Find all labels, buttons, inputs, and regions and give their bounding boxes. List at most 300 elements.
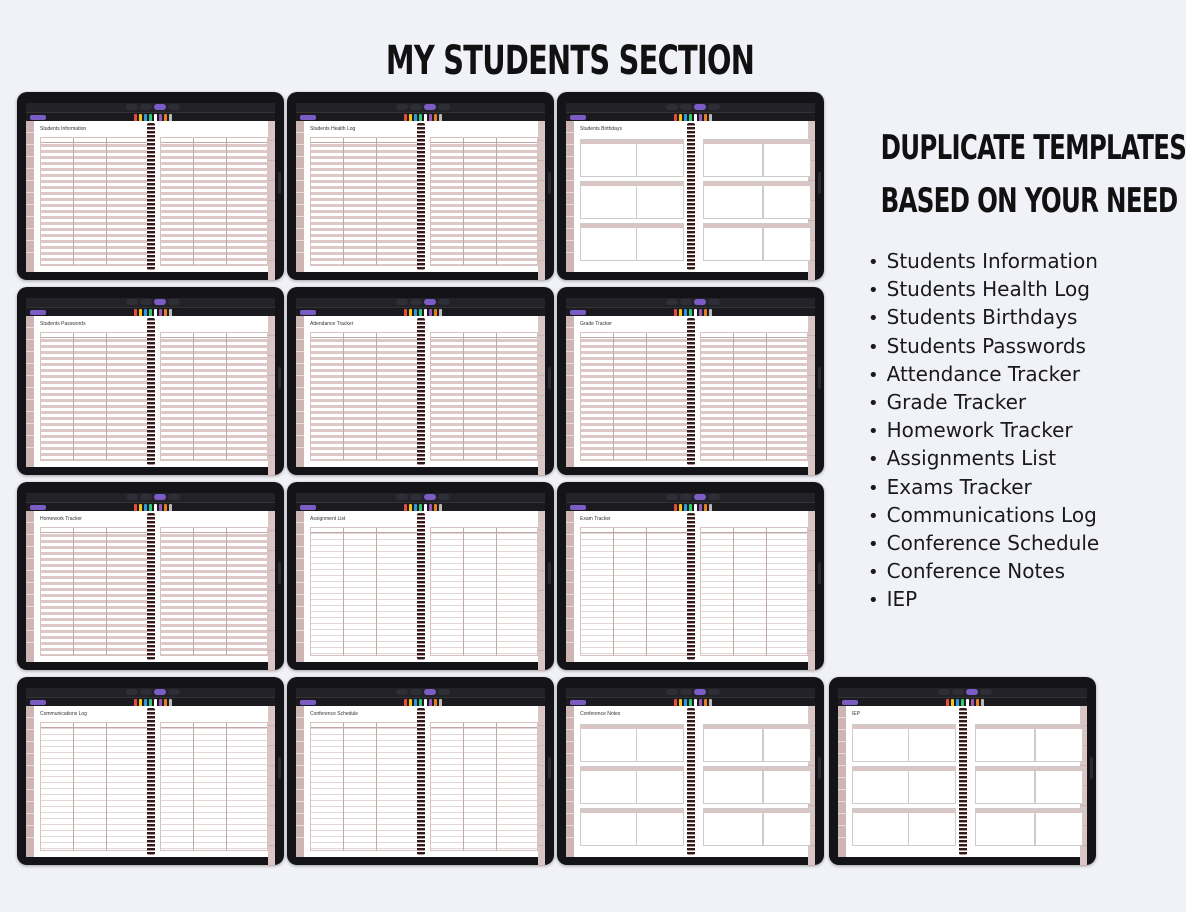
pen-icon <box>439 699 442 706</box>
table-grid <box>40 332 148 461</box>
column-divider <box>106 138 107 265</box>
table-header <box>311 138 417 143</box>
menu-tab <box>396 494 408 500</box>
feature-list <box>868 247 1099 613</box>
template-box <box>636 724 684 762</box>
pen-icon <box>704 114 707 121</box>
table-grid <box>700 527 808 656</box>
menu-tab <box>140 689 152 695</box>
spiral-binding <box>417 708 425 855</box>
month-tab <box>538 826 545 846</box>
pen-icon <box>981 699 984 706</box>
section-tab <box>296 181 304 193</box>
menu-tab <box>126 494 138 500</box>
pen-icon <box>429 699 432 706</box>
table-header <box>431 528 537 533</box>
section-tab <box>26 790 34 802</box>
section-strip <box>296 316 304 467</box>
month-tab <box>538 551 545 571</box>
month-tab <box>808 316 815 336</box>
column-divider <box>193 723 194 850</box>
month-tabs <box>808 316 815 467</box>
app-toolbar <box>26 298 275 307</box>
pen-icon <box>694 699 697 706</box>
section-tab <box>566 400 574 412</box>
table-header <box>581 333 687 338</box>
box-header <box>704 809 762 813</box>
month-tab <box>538 241 545 261</box>
section-tab <box>838 766 846 778</box>
menu-tab <box>154 494 166 500</box>
section-tab <box>296 364 304 376</box>
column-divider <box>343 138 344 265</box>
section-tab <box>296 169 304 181</box>
page-heading: Students Birthdays <box>580 126 622 132</box>
pen-icon <box>684 504 687 511</box>
feature-item: • IEP <box>868 585 1099 613</box>
box-header <box>637 182 683 186</box>
table-header <box>161 138 267 143</box>
month-tab <box>268 221 275 241</box>
pen-icon <box>144 114 147 121</box>
month-tab <box>268 726 275 746</box>
section-tab <box>566 802 574 814</box>
month-tabs <box>268 121 275 272</box>
feature-item: • Students Passwords <box>868 332 1099 360</box>
menu-tab <box>396 299 408 305</box>
month-tab <box>538 591 545 611</box>
menu-tab <box>410 104 422 110</box>
month-tab <box>538 141 545 161</box>
template-box <box>908 808 956 846</box>
spiral-binding <box>959 708 967 855</box>
pen-icon <box>169 699 172 706</box>
pen-icon <box>169 309 172 316</box>
month-tab <box>538 456 545 476</box>
pen-icon <box>689 504 692 511</box>
pen-icon <box>409 114 412 121</box>
app-toolbar <box>838 688 1087 697</box>
spiral-binding <box>687 708 695 855</box>
month-tab <box>268 846 275 866</box>
template-box <box>763 724 811 762</box>
app-toolbar <box>566 688 815 697</box>
pen-toolbar <box>26 112 275 121</box>
menu-tab <box>980 689 992 695</box>
pen-icon <box>169 504 172 511</box>
feature-item: • Conference Notes <box>868 557 1099 585</box>
pen-icon <box>966 699 969 706</box>
menu-tab <box>424 689 436 695</box>
section-tab <box>566 607 574 619</box>
box-header <box>853 809 911 813</box>
section-tab <box>26 352 34 364</box>
template-box <box>763 181 811 219</box>
section-tab <box>296 424 304 436</box>
pen-icon <box>434 309 437 316</box>
section-tab <box>296 340 304 352</box>
section-tab <box>26 778 34 790</box>
section-tab <box>296 328 304 340</box>
pen-icon <box>144 309 147 316</box>
pen-icon <box>679 309 682 316</box>
section-strip <box>566 706 574 857</box>
template-box <box>703 223 763 261</box>
selected-tool <box>300 505 316 510</box>
section-tab <box>296 571 304 583</box>
month-tabs <box>268 316 275 467</box>
table-header <box>431 333 537 338</box>
template-box <box>1035 766 1083 804</box>
pen-icon <box>709 699 712 706</box>
spiral-binding <box>417 318 425 465</box>
section-tab <box>26 607 34 619</box>
menu-tab <box>694 494 706 500</box>
menu-tab <box>694 689 706 695</box>
menu-tab <box>438 689 450 695</box>
selected-tool <box>30 505 46 510</box>
section-tab <box>26 121 34 133</box>
planner-page <box>566 706 815 857</box>
spiral-binding <box>147 708 155 855</box>
planner-page <box>296 706 545 857</box>
section-tab <box>26 559 34 571</box>
month-tab <box>268 766 275 786</box>
section-tab <box>566 559 574 571</box>
app-toolbar <box>26 688 275 697</box>
menu-tab <box>666 494 678 500</box>
section-tab <box>296 607 304 619</box>
table-header <box>701 333 807 338</box>
section-tab <box>566 826 574 838</box>
section-tab <box>838 754 846 766</box>
month-tab <box>268 591 275 611</box>
pen-toolbar <box>296 697 545 706</box>
month-tab <box>268 746 275 766</box>
pen-icon <box>414 504 417 511</box>
month-tabs <box>268 511 275 662</box>
pen-icon <box>956 699 959 706</box>
month-tab <box>268 826 275 846</box>
table-grid <box>40 722 148 851</box>
section-tab <box>26 316 34 328</box>
section-strip <box>566 511 574 662</box>
column-divider <box>193 138 194 265</box>
table-header <box>581 528 687 533</box>
table-grid <box>310 722 418 851</box>
pen-icon <box>159 114 162 121</box>
template-box <box>703 808 763 846</box>
pen-icon <box>429 504 432 511</box>
page-heading: Students Passwords <box>40 321 86 327</box>
pen-icon <box>689 699 692 706</box>
month-tab <box>538 766 545 786</box>
section-tab <box>296 742 304 754</box>
section-tab <box>26 145 34 157</box>
pen-icon <box>134 504 137 511</box>
table-header <box>161 723 267 728</box>
tablet-preview <box>17 92 284 280</box>
section-tab <box>566 718 574 730</box>
section-tab <box>296 400 304 412</box>
pen-icon <box>139 504 142 511</box>
column-divider <box>646 333 647 460</box>
page-heading: IEP <box>852 711 861 717</box>
table-header <box>311 723 417 728</box>
pen-icon <box>149 114 152 121</box>
pen-toolbar <box>296 502 545 511</box>
section-tab <box>26 340 34 352</box>
section-tab <box>296 718 304 730</box>
month-tab <box>808 531 815 551</box>
section-tab <box>296 619 304 631</box>
menu-tab <box>694 104 706 110</box>
planner-page <box>838 706 1087 857</box>
box-header <box>909 767 955 771</box>
pen-icon <box>139 309 142 316</box>
table-grid <box>40 137 148 266</box>
pen-icon <box>674 114 677 121</box>
section-tab <box>566 205 574 217</box>
app-toolbar <box>296 493 545 502</box>
planner-page <box>296 121 545 272</box>
section-tab <box>26 535 34 547</box>
section-tab <box>566 523 574 535</box>
menu-tab <box>680 689 692 695</box>
menu-tab <box>666 689 678 695</box>
month-tab <box>268 571 275 591</box>
section-tab <box>296 193 304 205</box>
section-tab <box>26 814 34 826</box>
month-tab <box>538 261 545 281</box>
section-strip <box>566 121 574 272</box>
section-tab <box>26 523 34 535</box>
table-header <box>41 528 147 533</box>
pen-icon <box>951 699 954 706</box>
planner-page <box>296 511 545 662</box>
box-header <box>764 224 810 228</box>
pen-toolbar <box>566 112 815 121</box>
selected-tool <box>300 310 316 315</box>
pen-icon <box>409 699 412 706</box>
template-box <box>580 724 640 762</box>
column-divider <box>463 723 464 850</box>
spiral-binding <box>147 513 155 660</box>
pen-icon <box>704 504 707 511</box>
planner-page <box>296 316 545 467</box>
section-tab <box>296 535 304 547</box>
pen-icon <box>694 504 697 511</box>
section-tab <box>566 583 574 595</box>
section-tab <box>296 121 304 133</box>
pen-icon <box>709 309 712 316</box>
planner-page <box>26 706 275 857</box>
month-tab <box>268 396 275 416</box>
menu-tab <box>168 104 180 110</box>
feature-item: • Exams Tracker <box>868 473 1099 501</box>
box-header <box>637 224 683 228</box>
column-divider <box>226 333 227 460</box>
section-tab <box>26 511 34 523</box>
template-box <box>703 766 763 804</box>
column-divider <box>226 138 227 265</box>
template-box <box>580 808 640 846</box>
box-header <box>853 767 911 771</box>
table-header <box>41 723 147 728</box>
section-strip <box>26 511 34 662</box>
pen-icon <box>971 699 974 706</box>
table-header <box>311 333 417 338</box>
pen-icon <box>434 114 437 121</box>
table-grid <box>580 527 688 656</box>
menu-tab <box>410 689 422 695</box>
box-header <box>976 809 1034 813</box>
template-box <box>763 766 811 804</box>
selected-tool <box>570 310 586 315</box>
month-tab <box>268 611 275 631</box>
pen-icon <box>144 504 147 511</box>
box-header <box>704 224 762 228</box>
menu-tab <box>126 104 138 110</box>
month-tab <box>268 436 275 456</box>
template-box <box>852 724 912 762</box>
section-tab <box>566 742 574 754</box>
section-tab <box>26 718 34 730</box>
template-box <box>636 766 684 804</box>
table-header <box>161 333 267 338</box>
column-divider <box>376 528 377 655</box>
section-strip <box>838 706 846 857</box>
month-tabs <box>538 706 545 857</box>
month-tab <box>538 161 545 181</box>
spiral-binding <box>687 513 695 660</box>
selected-tool <box>570 115 586 120</box>
template-box <box>580 766 640 804</box>
section-tab <box>566 181 574 193</box>
page-heading: Homework Tracker <box>40 516 82 522</box>
month-tab <box>268 706 275 726</box>
table-grid <box>310 137 418 266</box>
planner-page <box>26 316 275 467</box>
section-tab <box>566 814 574 826</box>
month-tab <box>808 571 815 591</box>
month-tab <box>268 651 275 671</box>
section-tab <box>26 595 34 607</box>
month-tab <box>808 436 815 456</box>
pen-icon <box>424 504 427 511</box>
section-tab <box>26 571 34 583</box>
section-tab <box>26 193 34 205</box>
pen-icon <box>699 309 702 316</box>
month-tab <box>808 376 815 396</box>
menu-tab <box>396 104 408 110</box>
page-heading: Students Health Log <box>310 126 356 132</box>
section-strip <box>566 316 574 467</box>
month-tab <box>538 726 545 746</box>
section-tab <box>26 766 34 778</box>
table-grid <box>700 332 808 461</box>
section-tab <box>296 523 304 535</box>
section-tab <box>26 157 34 169</box>
pen-icon <box>404 504 407 511</box>
pen-icon <box>684 309 687 316</box>
section-tab <box>296 133 304 145</box>
month-tab <box>538 336 545 356</box>
feature-item: • Homework Tracker <box>868 416 1099 444</box>
section-tab <box>566 376 574 388</box>
section-tab <box>296 157 304 169</box>
pen-icon <box>419 114 422 121</box>
menu-tab <box>168 299 180 305</box>
pen-icon <box>149 699 152 706</box>
box-header <box>704 182 762 186</box>
pen-icon <box>404 309 407 316</box>
section-tab <box>838 706 846 718</box>
planner-page <box>26 121 275 272</box>
planner-page <box>566 121 815 272</box>
pen-toolbar <box>26 307 275 316</box>
menu-tab <box>966 689 978 695</box>
tablet-preview <box>287 677 554 865</box>
section-tab <box>26 388 34 400</box>
table-grid <box>310 527 418 656</box>
menu-tab <box>708 494 720 500</box>
column-divider <box>226 528 227 655</box>
section-tab <box>838 730 846 742</box>
box-header <box>637 140 683 144</box>
section-tab <box>838 814 846 826</box>
column-divider <box>496 333 497 460</box>
section-tab <box>26 400 34 412</box>
section-tab <box>26 181 34 193</box>
template-box <box>1035 808 1083 846</box>
spiral-binding <box>147 123 155 270</box>
pen-icon <box>434 504 437 511</box>
page-heading: Grade Tracker <box>580 321 612 327</box>
pen-icon <box>674 309 677 316</box>
pen-icon <box>164 114 167 121</box>
menu-tab <box>410 494 422 500</box>
month-tab <box>538 436 545 456</box>
app-toolbar <box>566 103 815 112</box>
pen-toolbar <box>566 502 815 511</box>
month-tab <box>268 201 275 221</box>
section-tab <box>296 229 304 241</box>
template-box <box>1035 724 1083 762</box>
box-header <box>1036 725 1082 729</box>
month-tab <box>538 396 545 416</box>
subtitle-line-2: BASED ON YOUR NEED <box>880 181 1178 221</box>
tablet-preview <box>287 287 554 475</box>
month-tab <box>268 416 275 436</box>
pen-icon <box>419 699 422 706</box>
template-box <box>975 724 1035 762</box>
section-tab <box>26 133 34 145</box>
section-tab <box>566 631 574 643</box>
app-toolbar <box>296 103 545 112</box>
pen-icon <box>409 309 412 316</box>
month-tab <box>538 376 545 396</box>
section-tab <box>296 595 304 607</box>
month-tab <box>808 551 815 571</box>
template-box <box>703 724 763 762</box>
section-tab <box>566 790 574 802</box>
menu-tab <box>952 689 964 695</box>
pen-icon <box>154 309 157 316</box>
template-box <box>852 808 912 846</box>
month-tab <box>808 336 815 356</box>
box-header <box>976 767 1034 771</box>
